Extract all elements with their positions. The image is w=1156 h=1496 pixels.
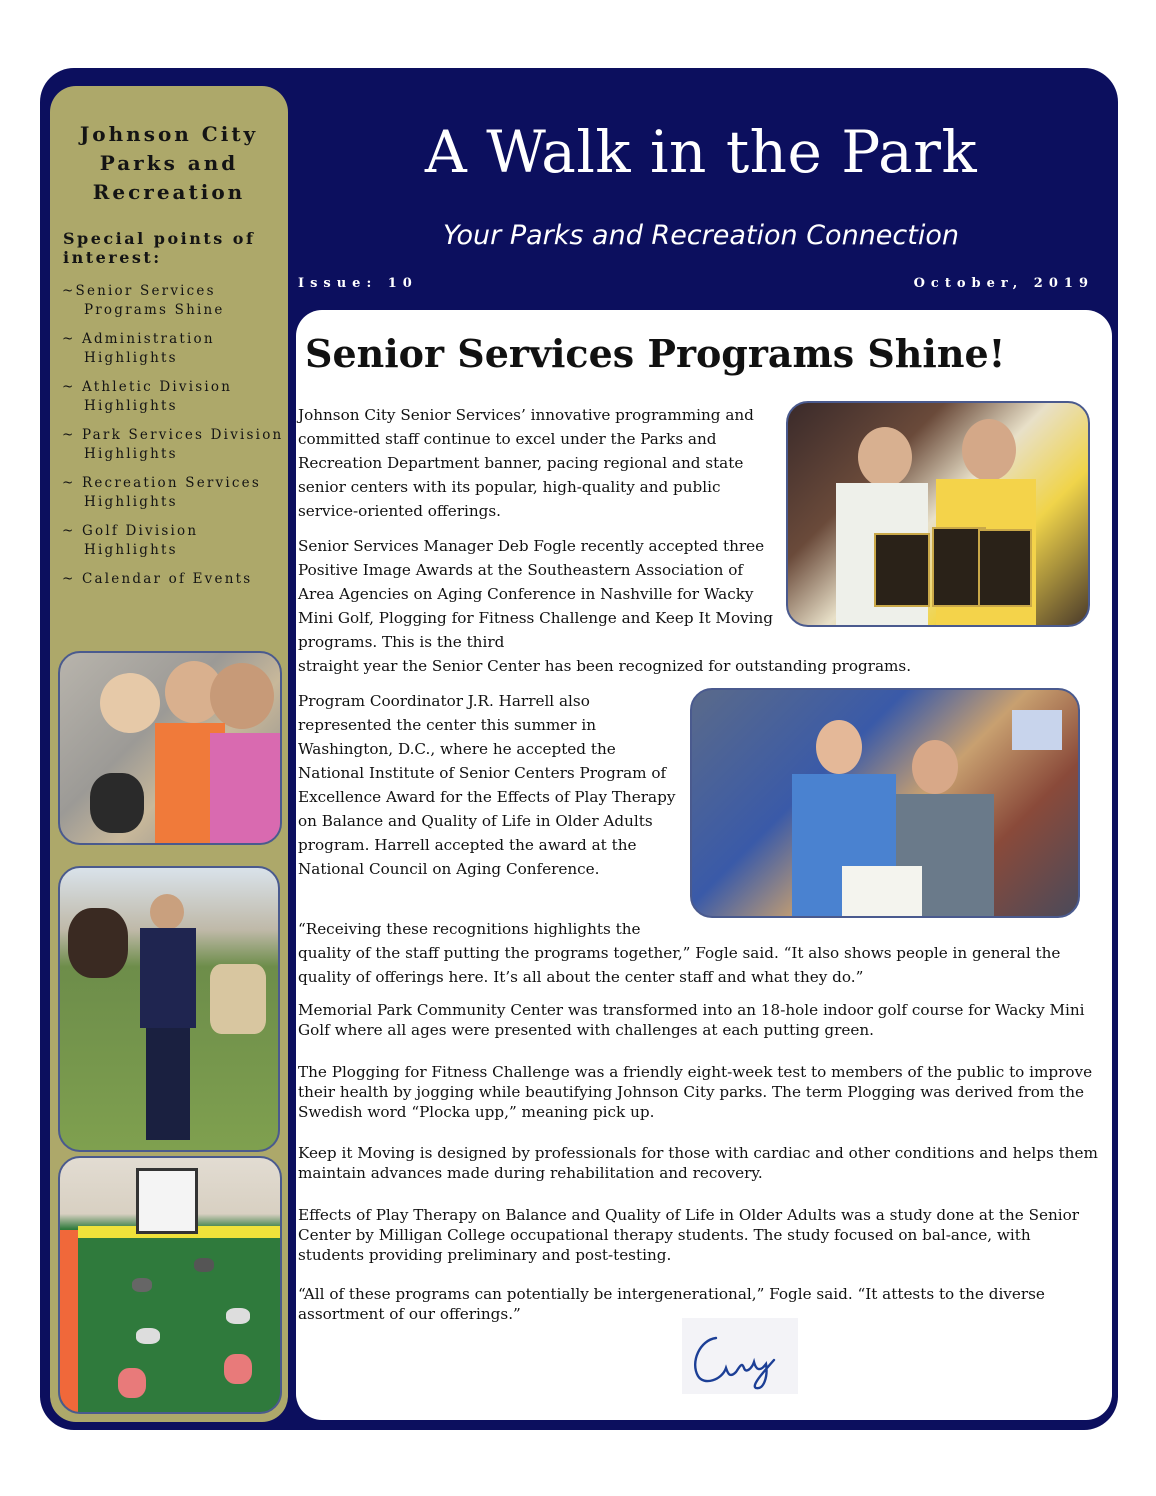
paragraph-continued: straight year the Senior Center has been recognized for outstanding programs. — [298, 657, 912, 675]
photo-sign — [136, 1168, 198, 1234]
paragraph: “Receiving these recognitions highlights the — [298, 920, 641, 938]
org-line-2: Parks and — [99, 151, 239, 175]
photo-figure — [962, 419, 1016, 481]
photo-plogging-group — [58, 651, 282, 845]
photo-banner — [1012, 710, 1062, 750]
photo-plaque — [874, 533, 930, 607]
signature-mark — [682, 1318, 798, 1394]
points-of-interest-list — [62, 282, 286, 599]
photo-shirt — [210, 733, 280, 843]
organization-name — [50, 120, 288, 207]
newsletter-subtitle: Your Parks and Recreation Connection — [443, 220, 959, 251]
newsletter-title: A Walk in the Park — [424, 118, 978, 186]
photo-pants — [146, 1028, 190, 1140]
paragraph: Senior Services Manager Deb Fogle recently accepted three Positive Image Awards at the Southeastern Association of Area Agencies on Aging Conference in Nashville for Wacky Mini Golf, Plogging for Fitness Challenge and Keep It Moving programs. This is the third — [298, 537, 774, 651]
paragraph: The Plogging for Fitness Challenge was a friendly eight-week test to members of the public to improve their health by jogging while beautifying Johnson City parks. The term Plogging was derived from the Swedish word “Plocka upp,” meaning pick up. — [298, 1063, 1093, 1121]
photo-shirt — [140, 928, 196, 1028]
photo-shoe — [224, 1354, 252, 1384]
point-item: ~ Calendar of Events — [62, 571, 253, 587]
article-headline: Senior Services Programs Shine! — [305, 331, 1006, 376]
special-points-heading: Special points of interest: — [63, 229, 256, 267]
org-line-1: Johnson City — [79, 122, 259, 146]
photo-shoe — [132, 1278, 152, 1292]
photo-mini-golf — [58, 1156, 282, 1414]
signature-gary — [682, 1318, 798, 1394]
point-item: ~Senior Services Programs Shine — [62, 283, 225, 318]
photo-figure — [858, 427, 912, 487]
paragraph: Effects of Play Therapy on Balance and Quality of Life in Older Adults was a study done at the Senior Center by Milligan College occupational therapy students. The study focused on bal-ance, with students providing preliminary and post-testing. — [298, 1206, 1079, 1264]
point-item: ~ Athletic Division Highlights — [62, 379, 233, 414]
issue-number: Issue: 10 — [298, 276, 418, 291]
photo-figure — [150, 894, 184, 930]
photo-shoe — [136, 1328, 160, 1344]
paragraph: Memorial Park Community Center was transformed into an 18-hole indoor golf course for Wacky Mini Golf where all ages were presented with challenges at each putting green. — [298, 1001, 1085, 1039]
point-item: ~ Administration Highlights — [62, 331, 215, 366]
photo-bag — [210, 964, 266, 1034]
photo-figure — [100, 673, 160, 733]
paragraph: Keep it Moving is designed by professionals for those with cardiac and other conditions and helps them maintain advances made during rehabilitation and recovery. — [298, 1144, 1098, 1182]
paragraph: Johnson City Senior Services’ innovative programming and committed staff continue to excel under the Parks and Recreation Department banner, pacing regional and state senior centers with its popular, high-quality and public service-oriented offerings. — [298, 406, 754, 520]
photo-shoe — [194, 1258, 214, 1272]
photo-certificate — [842, 866, 922, 916]
photo-figure — [816, 720, 862, 774]
photo-figure — [210, 663, 274, 729]
paragraph: Program Coordinator J.R. Harrell also represented the center this summer in Washington, D.C., where he accepted the National Institute of Senior Centers Program of Excellence Award for the Effects of Play Therapy on Balance and Quality of Life in Older Adults program. Harrell accepted the award at the National Council on Aging Conference. — [298, 692, 676, 878]
point-item: ~ Recreation Services Highlights — [62, 475, 261, 510]
photo-plogging-woman — [58, 866, 280, 1152]
photo-bag — [90, 773, 144, 833]
photo-positive-image-awards — [786, 401, 1090, 627]
photo-pool-noodle — [60, 1230, 78, 1412]
issue-date: October, 2019 — [913, 276, 1094, 291]
photo-broom — [68, 908, 128, 978]
point-item: ~ Park Services Division Highlights — [62, 427, 284, 462]
photo-excellence-award — [690, 688, 1080, 918]
photo-figure — [912, 740, 958, 794]
photo-shoe — [226, 1308, 250, 1324]
paragraph: “All of these programs can potentially be intergenerational,” Fogle said. “It attests to the diverse assortment of our offerings.” — [298, 1285, 1045, 1323]
org-line-3: Recreation — [92, 180, 246, 204]
paragraph-continued: quality of the staff putting the programs together,” Fogle said. “It also shows people in general the quality of offerings here. It’s all about the center staff and what they do.” — [298, 944, 1061, 986]
photo-plaque — [978, 529, 1032, 607]
point-item: ~ Golf Division Highlights — [62, 523, 199, 558]
photo-shoe — [118, 1368, 146, 1398]
